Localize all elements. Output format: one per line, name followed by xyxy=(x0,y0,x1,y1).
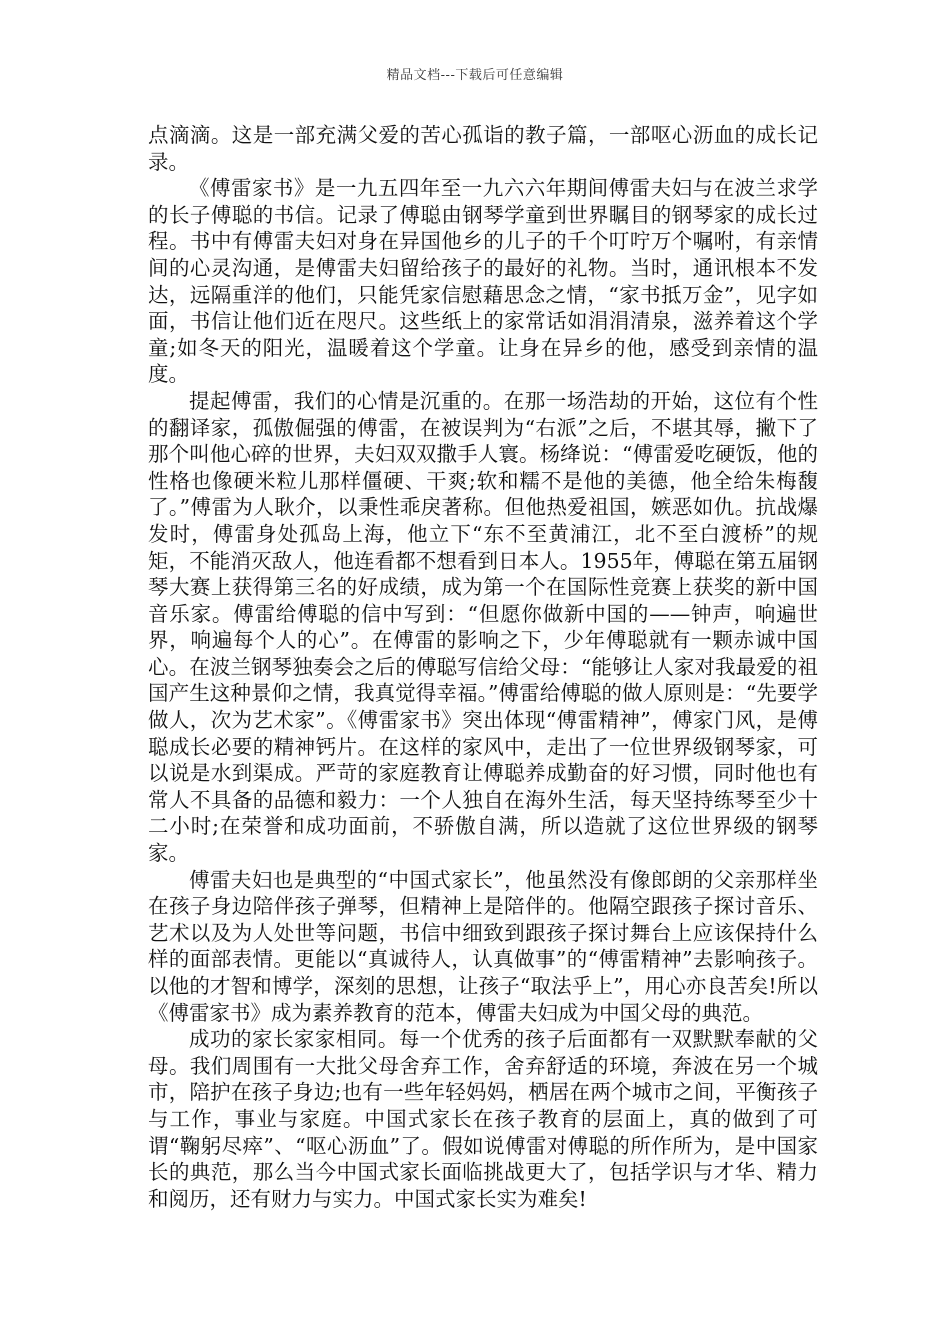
paragraph-5: 成功的家长家家相同。每一个优秀的孩子后面都有一双默默奉献的父母。我们周围有一大批父母舍弃工作，舍弃舒适的环境，奔波在另一个城市，陪护在孩子身边;也有一些年轻妈妈，栖居在两个城市之间，平衡孩子与工作，事业与家庭。中国式家长在孩子教育的层面上，真的做到了可谓“鞠躬尽瘁”、“呕心沥血”了。假如说傅雷对傅聪的所作所为，是中国家长的典范，那么当今中国式家长面临挑战更大了，包括学识与才华、精力和阅历，还有财力与实力。中国式家长实为难矣! xyxy=(148,1027,818,1211)
paragraph-4: 傅雷夫妇也是典型的“中国式家长”，他虽然没有像郎朗的父亲那样坐在孩子身边陪伴孩子弹琴，但精神上是陪伴的。他隔空跟孩子探讨音乐、艺术以及为人处世等问题，书信中细致到跟孩子探讨舞台上应该保持什么样的面部表情。更能以“真诚待人，认真做事”的“傅雷精神”去影响孩子。以他的才智和博学，深刻的思想，让孩子“取法乎上”，用心亦良苦矣!所以《傅雷家书》成为素养教育的范本，傅雷夫妇成为中国父母的典范。 xyxy=(148,867,818,1025)
paragraph-2: 《傅雷家书》是一九五四年至一九六六年期间傅雷夫妇与在波兰求学的长子傅聪的书信。记录了傅聪由钢琴学童到世界瞩目的钢琴家的成长过程。书中有傅雷夫妇对身在异国他乡的儿子的千个叮咛万个嘱咐，有亲情间的心灵沟通，是傅雷夫妇留给孩子的最好的礼物。当时，通讯根本不发达，远隔重洋的他们，只能凭家信慰藉思念之情，“家书抵万金”，见字如面，书信让他们近在咫尺。这些纸上的家常话如涓涓清泉，滋养着这个学童;如冬天的阳光，温暖着这个学童。让身在异乡的他，感受到亲情的温度。 xyxy=(148,176,818,387)
page-header: 精品文档---下载后可任意编辑 xyxy=(386,68,564,83)
paragraph-1: 点滴滴。这是一部充满父爱的苦心孤诣的教子篇，一部呕心沥血的成长记录。 xyxy=(148,123,818,174)
paragraph-3: 提起傅雷，我们的心情是沉重的。在那一场浩劫的开始，这位有个性的翻译家，孤傲倔强的傅雷，在被误判为“右派”之后，不堪其辱，撇下了那个叫他心碎的世界，夫妇双双撒手人寰。杨绛说：“傅雷爱吃硬饭，他的性格也像硬米粒儿那样僵硬、干爽;软和糯不是他的美德，他全给朱梅馥了。”傅雷为人耿介，以秉性乖戾著称。但他热爱祖国，嫉恶如仇。抗战爆发时，傅雷身处孤岛上海，他立下“东不至黄浦江，北不至白渡桥”的规矩，不能消灭敌人，他连看都不想看到日本人。1955年，傅聪在第五届钢琴大赛上获得第三名的好成绩，成为第一个在国际性竞赛上获奖的新中国音乐家。傅雷给傅聪的信中写到：“但愿你做新中国的——钟声，响遍世界，响遍每个人的心”。在傅雷的影响之下，少年傅聪就有一颗赤诚中国心。在波兰钢琴独奏会之后的傅聪写信给父母：“能够让人家对我最爱的祖国产生这种景仰之情，我真觉得幸福。”傅雷给傅聪的做人原则是：“先要学做人，次为艺术家”。《傅雷家书》突出体现“傅雷精神”，傅家门风，是傅聪成长必要的精神钙片。在这样的家风中，走出了一位世界级钢琴家，可以说是水到渠成。严苛的家庭教育让傅聪养成勤奋的好习惯，同时他也有常人不具备的品德和毅力：一个人独自在海外生活，每天坚持练琴至少十二小时;在荣誉和成功面前，不骄傲自满，所以造就了这位世界级的钢琴家。 xyxy=(148,388,818,866)
article-body xyxy=(148,122,818,1212)
